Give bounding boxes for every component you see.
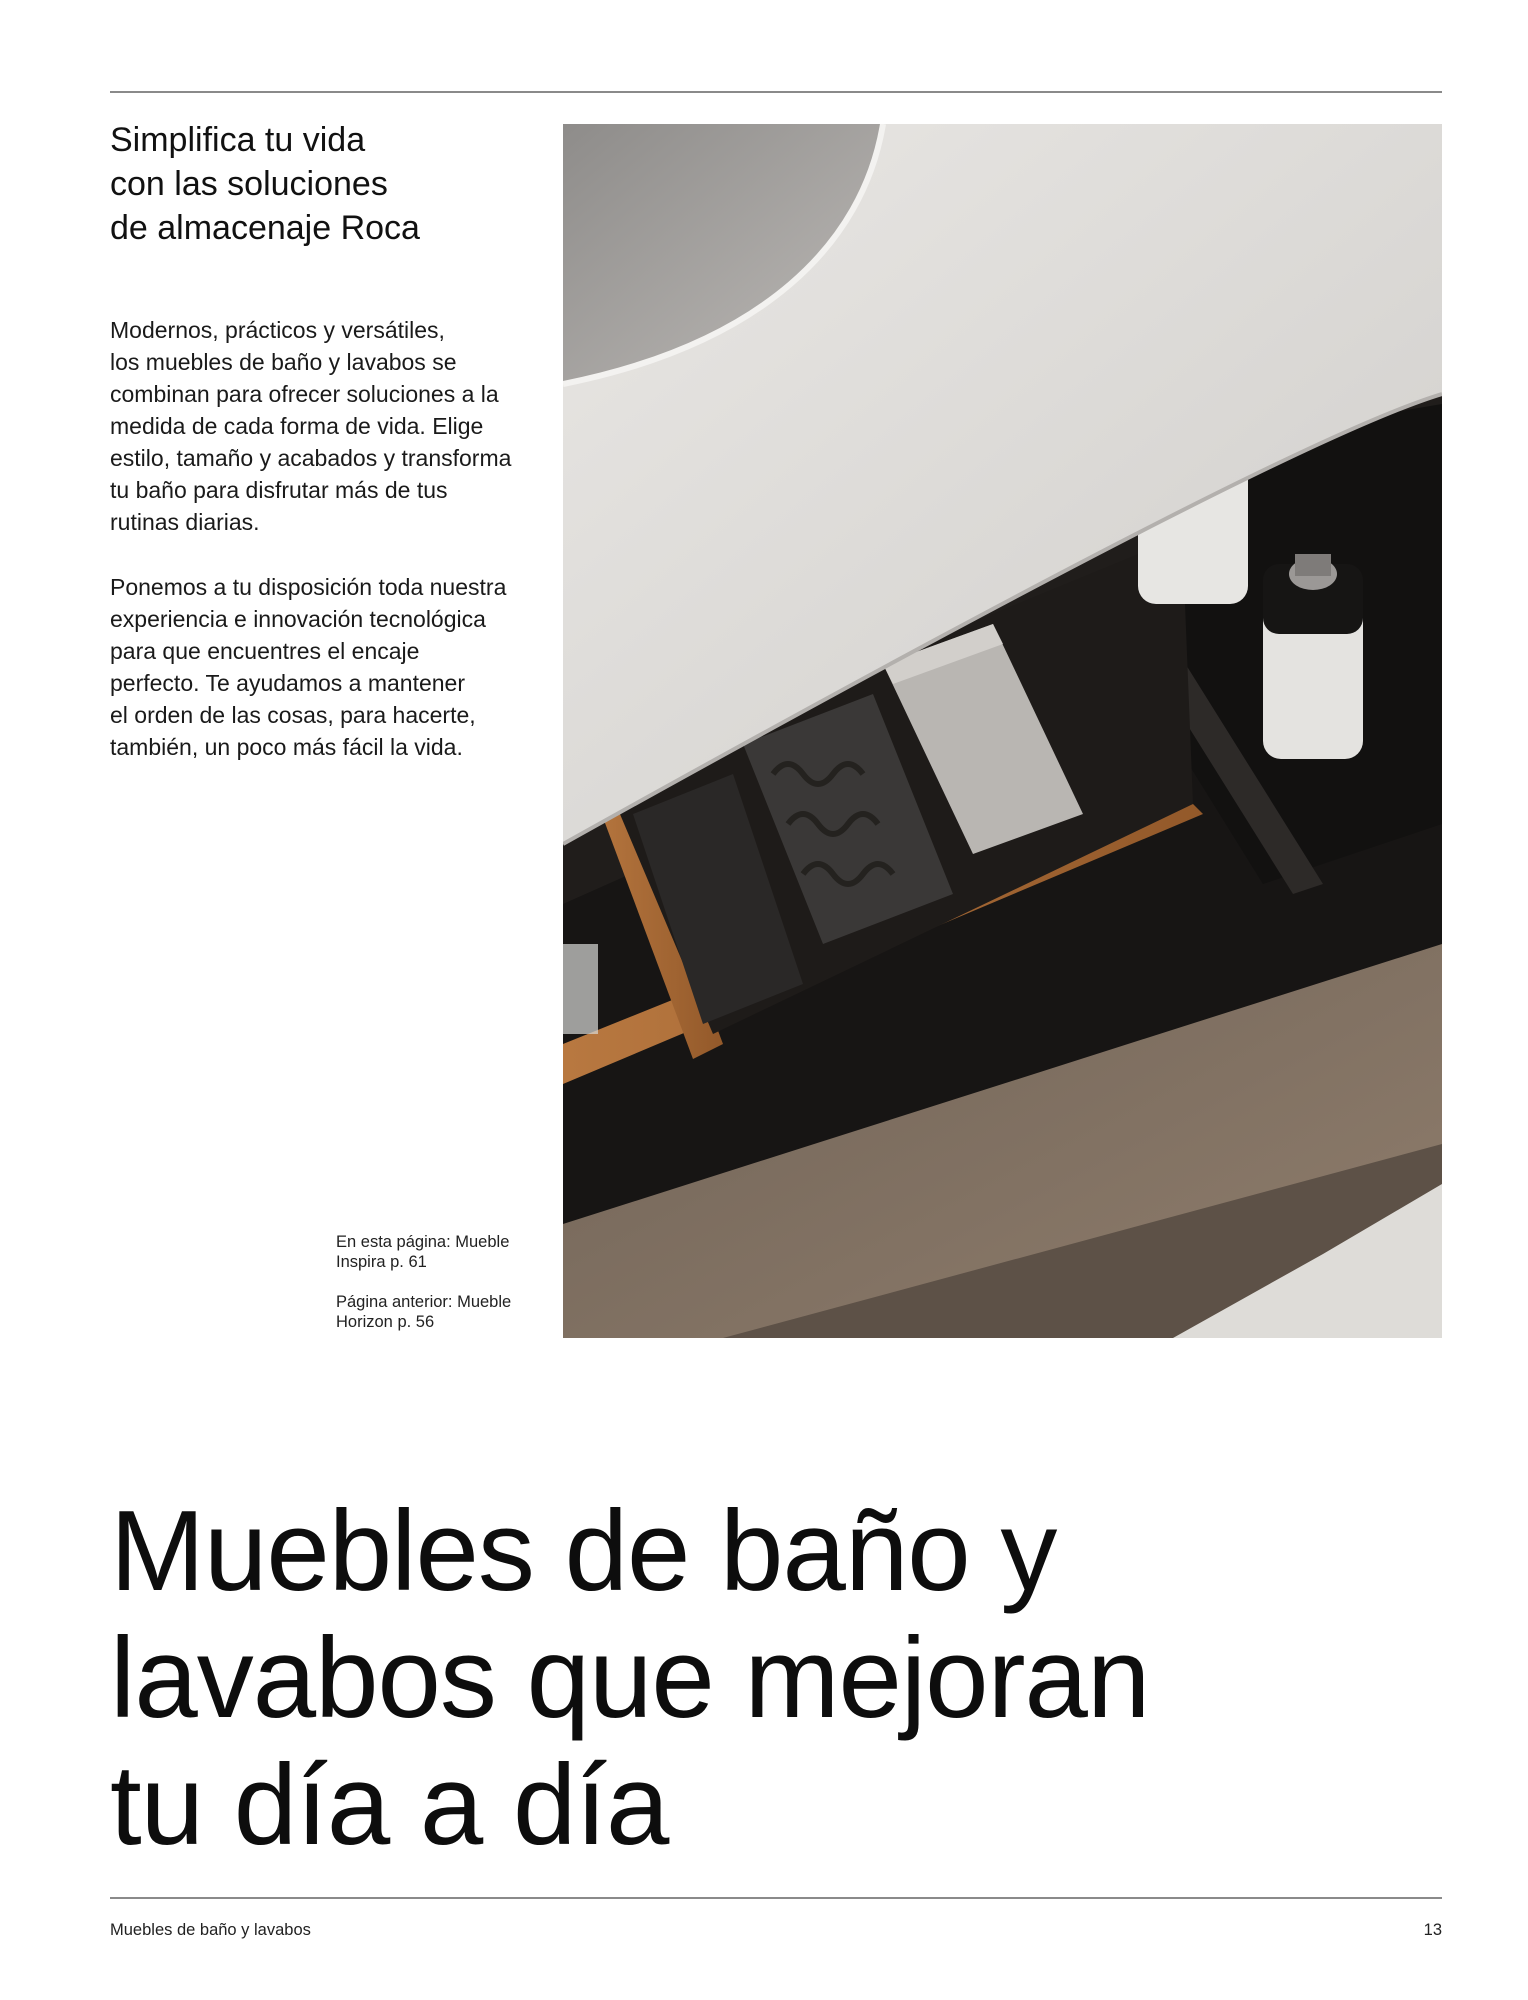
caption-previous-page (336, 1292, 556, 1332)
paragraph-line: tu baño para disfrutar más de tus (110, 477, 448, 503)
headline-line: Muebles de baño y (110, 1488, 1057, 1615)
caption-line: En esta página: Mueble (336, 1233, 510, 1251)
intro-paragraph-2 (110, 571, 550, 763)
intro-paragraph-1 (110, 314, 550, 538)
bottom-rule (110, 1897, 1442, 1899)
subtitle-line: de almacenaje Roca (110, 209, 420, 247)
open-drawer-photo (563, 124, 1442, 1338)
main-headline (110, 1488, 1440, 1869)
top-rule (110, 91, 1442, 93)
caption-line: Inspira p. 61 (336, 1253, 427, 1271)
paragraph-line: perfecto. Te ayudamos a mantener (110, 670, 466, 696)
caption-this-page (336, 1232, 556, 1272)
drawer-illustration (563, 124, 1442, 1338)
paragraph-line: Ponemos a tu disposición toda nuestra (110, 574, 507, 600)
intro-subtitle (110, 118, 530, 250)
paragraph-line: estilo, tamaño y acabados y transforma (110, 445, 512, 471)
caption-line: Página anterior: Mueble (336, 1293, 512, 1311)
subtitle-line: con las soluciones (110, 165, 388, 203)
footer-section-title: Muebles de baño y lavabos (110, 1921, 311, 1939)
page-number: 13 (1423, 1921, 1442, 1939)
paragraph-line: rutinas diarias. (110, 509, 260, 535)
caption-line: Horizon p. 56 (336, 1313, 435, 1331)
paragraph-line: Modernos, prácticos y versátiles, (110, 317, 445, 343)
paragraph-line: experiencia e innovación tecnológica (110, 606, 486, 632)
subtitle-line: Simplifica tu vida (110, 121, 366, 159)
headline-line: tu día a día (110, 1742, 669, 1869)
paragraph-line: los muebles de baño y lavabos se (110, 349, 457, 375)
paragraph-line: también, un poco más fácil la vida. (110, 734, 463, 760)
headline-line: lavabos que mejoran (110, 1615, 1150, 1742)
paragraph-line: el orden de las cosas, para hacerte, (110, 702, 476, 728)
paragraph-line: medida de cada forma de vida. Elige (110, 413, 484, 439)
paragraph-line: combinan para ofrecer soluciones a la (110, 381, 499, 407)
paragraph-line: para que encuentres el encaje (110, 638, 420, 664)
